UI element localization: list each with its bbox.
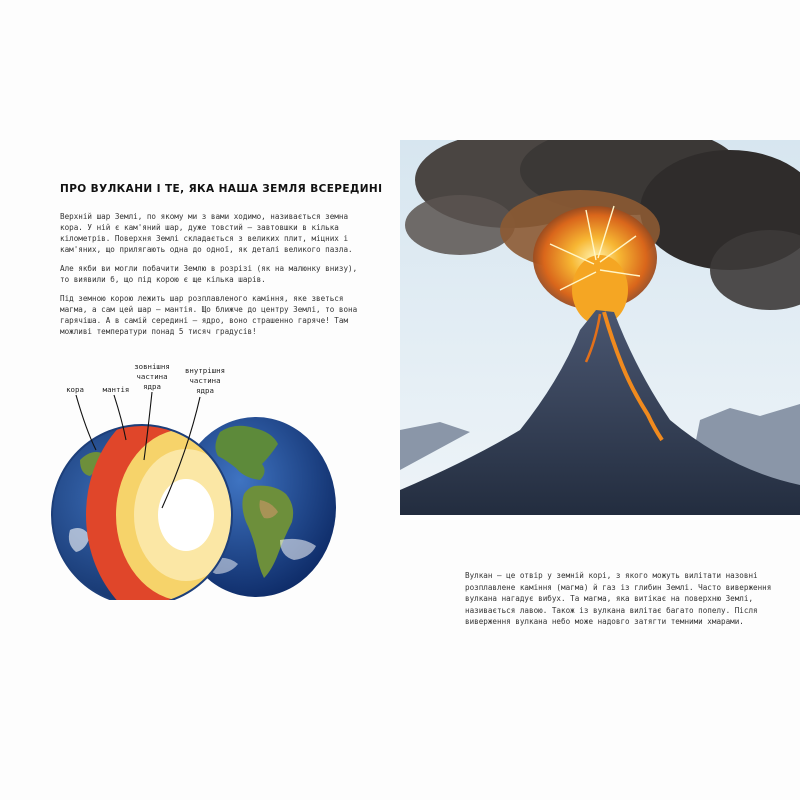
paragraph-mantle-core: Під земною корою лежить шар розплавленого каміння, яке зветься магма, а сам цей шар — мантія. Що ближче до центру Землі, то вона гарячіша. А в самій середині — ядро, воно страшенно гаряче! Там можливі температури понад 5 тисяч градусів! (60, 294, 358, 336)
volcano-illustration (400, 140, 800, 520)
label-inner-core: внутрішня частина ядра (184, 366, 226, 395)
paragraph-crust: Верхній шар Землі, по якому ми з вами ходимо, називається земна кора. У ній є кам'яний шар, дуже товстий — завтовшки в кілька кілометрів. Поверхня Землі складається з великих плит, міцних і кам'яних, що прилягають одна до одної, як деталі великого пазла. (60, 212, 353, 254)
earth-layers-svg (40, 360, 350, 600)
page-heading: ПРО ВУЛКАНИ І ТЕ, ЯКА НАША ЗЕМЛЯ ВСЕРЕДИНІ (60, 183, 383, 195)
inner-core-layer (158, 479, 214, 551)
volcano-svg (400, 140, 800, 520)
label-mantle: мантія (102, 385, 130, 394)
label-crust: кора (66, 385, 84, 394)
earth-cross-section-illustration (40, 360, 350, 600)
label-outer-core: зовнішня частина ядра (134, 362, 170, 391)
volcano-paragraph: Вулкан — це отвір у земній корі, з якого можуть вилітати назовні розплавлене каміння (магма) й газ із глибин Землі. Часто виверження вулкана нагадує вибух. Та магма, яка витікає на поверхню Землі, називається лавою. Також із вулкана вилітає багато попелу. Після виверження вулкана небо може надовго затягти темними хмарами. (465, 571, 772, 626)
paragraph-cross-section: Але якби ви могли побачити Землю в розрізі (як на малюнку внизу), то виявили б, що під корою є ще кілька шарів. (60, 264, 358, 284)
